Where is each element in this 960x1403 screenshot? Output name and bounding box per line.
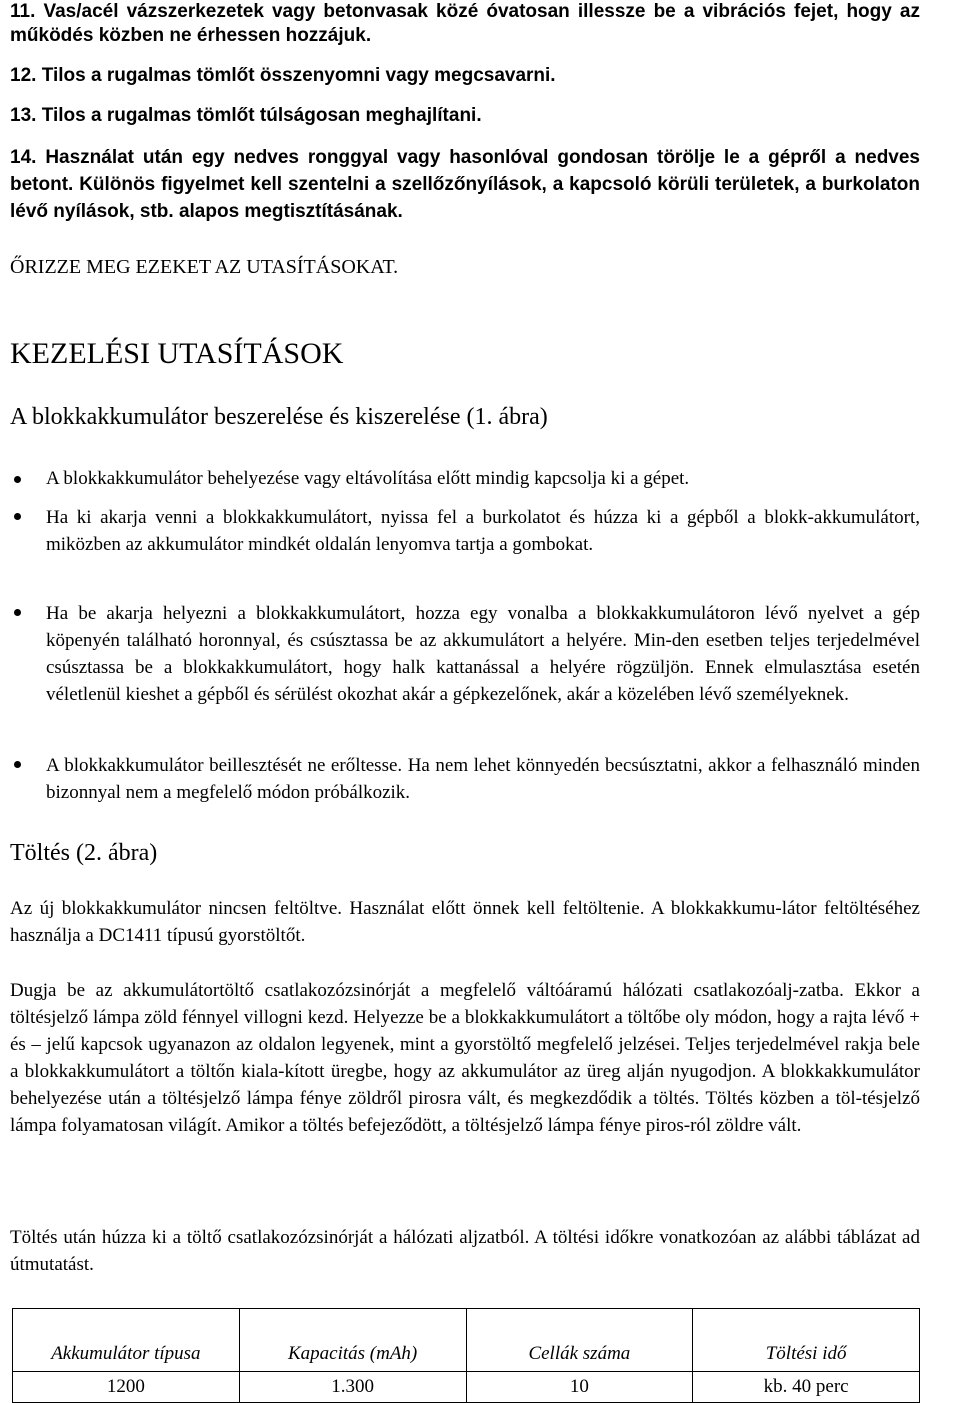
main-title: KEZELÉSI UTASÍTÁSOK <box>10 337 344 370</box>
warning-item-11 <box>10 0 920 48</box>
section-title-battery: A blokkakkumulátor beszerelése és kiszerelése (1. ábra) <box>10 404 548 430</box>
table-row <box>13 1372 920 1403</box>
table-header-cell: Töltési idő <box>693 1309 920 1372</box>
table-cell: 10 <box>466 1372 693 1403</box>
table-header-cell: Akkumulátor típusa <box>13 1309 240 1372</box>
table-header-cell: Kapacitás (mAh) <box>239 1309 466 1372</box>
table-cell: 1.300 <box>239 1372 466 1403</box>
warning-number: 11. <box>10 1 36 22</box>
warning-item-14 <box>10 144 920 225</box>
paragraph: Töltés után húzza ki a töltő csatlakozózsinórját a hálózati aljzatból. A töltési időkre vonatkozóan az alábbi táblázat ad útmutatást. <box>10 1227 920 1275</box>
section-title-charging: Töltés (2. ábra) <box>10 840 158 866</box>
table-cell: kb. 40 perc <box>693 1372 920 1403</box>
paragraph: Dugja be az akkumulátortöltő csatlakozózsinórját a megfelelő váltóáramú hálózati csatlakozóalj-zatba. Ekkor a töltésjelző lámpa zöld fénnyel villogni kezd. Helyezze be a blokkakkumulátort a töltőbe oly módon, hogy a rajta lévő + és – jelű kapcsok ugyanazon az oldalon legyenek, mint a gyorstöltő megfelelő jelzései. Teljes terjedelmével rakja bele a blokkakkumulátort a töltőn kiala-kított üregbe, hogy az akkumulátor az üreg alján nyugodjon. A blokkakkumulátor behelyezése után a töltésjelző lámpa fénye zöldről pirosra vált, és megkezdődik a töltés. Töltés közben a töl-tésjelző lámpa folyamatosan világít. Amikor a töltés befejeződött, a töltésjelző lámpa fénye piros-ról zöldre vált. <box>10 980 920 1136</box>
warning-text: Tilos a rugalmas tömlőt túlságosan meghajlítani. <box>41 105 482 126</box>
warning-text: Használat után egy nedves ronggyal vagy hasonlóval gondosan törölje le a gépről a nedves betont. Különös figyelmet kell szentelni a szellőzőnyílások, a kapcsoló körüli területek, a burkolaton lévő nyílások, stb. alapos megtisztításának. <box>10 147 921 222</box>
keep-instructions: ŐRIZZE MEG EZEKET AZ UTASÍTÁSOKAT. <box>10 256 399 278</box>
bullet-item: Ha ki akarja venni a blokkakkumulátort, nyissa fel a burkolatot és húzza ki a gépből a blokk-akkumulátort, miközben az akkumulátor mindkét oldalán lenyomva tartja a gombokat. <box>46 507 920 555</box>
warning-text: Vas/acél vázszerkezetek vagy betonvasak közé óvatosan illessze be a vibrációs fejet, hogy az működés közben ne érhessen hozzájuk. <box>10 1 920 46</box>
table-cell: 1200 <box>13 1372 240 1403</box>
warning-text: Tilos a rugalmas tömlőt összenyomni vagy megcsavarni. <box>41 65 556 86</box>
bullet-dot-icon <box>14 476 21 483</box>
warning-item-12 <box>10 64 920 88</box>
bullet-dot-icon <box>14 761 21 768</box>
paragraph: Az új blokkakkumulátor nincsen feltöltve. Használat előtt önnek kell feltöltenie. A blokkakkumu-látor feltöltéséhez használja a DC1411 típusú gyorstöltőt. <box>10 898 920 946</box>
bullet-item: Ha be akarja helyezni a blokkakkumulátort, hozza egy vonalba a blokkakkumulátoron lévő nyelvet a gép köpenyén található horonnyal, és csúsztassa be az akkumulátort a helyére. Min-den esetben teljes terjedelmével csúsztassa be a blokkakkumulátort, hogy halk kattanással a helyére rögzüljön. Ennek elmulasztása esetén véletlenül kieshet a gépből és sérülést okozhat akár a gépkezelőnek, akár a közelében lévő személyeknek. <box>46 603 920 705</box>
warning-number: 12. <box>10 65 37 86</box>
warning-number: 13. <box>10 105 37 126</box>
bullet-item: A blokkakkumulátor behelyezése vagy eltávolítása előtt mindig kapcsolja ki a gépet. <box>46 468 690 489</box>
bullet-item: A blokkakkumulátor beillesztését ne erőltesse. Ha nem lehet könnyedén becsúsztatni, akkor a felhasználó minden bizonnyal nem a megfelelő módon próbálkozik. <box>46 755 920 803</box>
table-header-row <box>13 1309 920 1372</box>
table-header-cell: Cellák száma <box>466 1309 693 1372</box>
charging-time-table <box>12 1308 920 1403</box>
warning-number: 14. <box>10 147 37 168</box>
bullet-dot-icon <box>14 609 21 616</box>
bullet-dot-icon <box>14 513 21 520</box>
warning-item-13 <box>10 104 920 128</box>
